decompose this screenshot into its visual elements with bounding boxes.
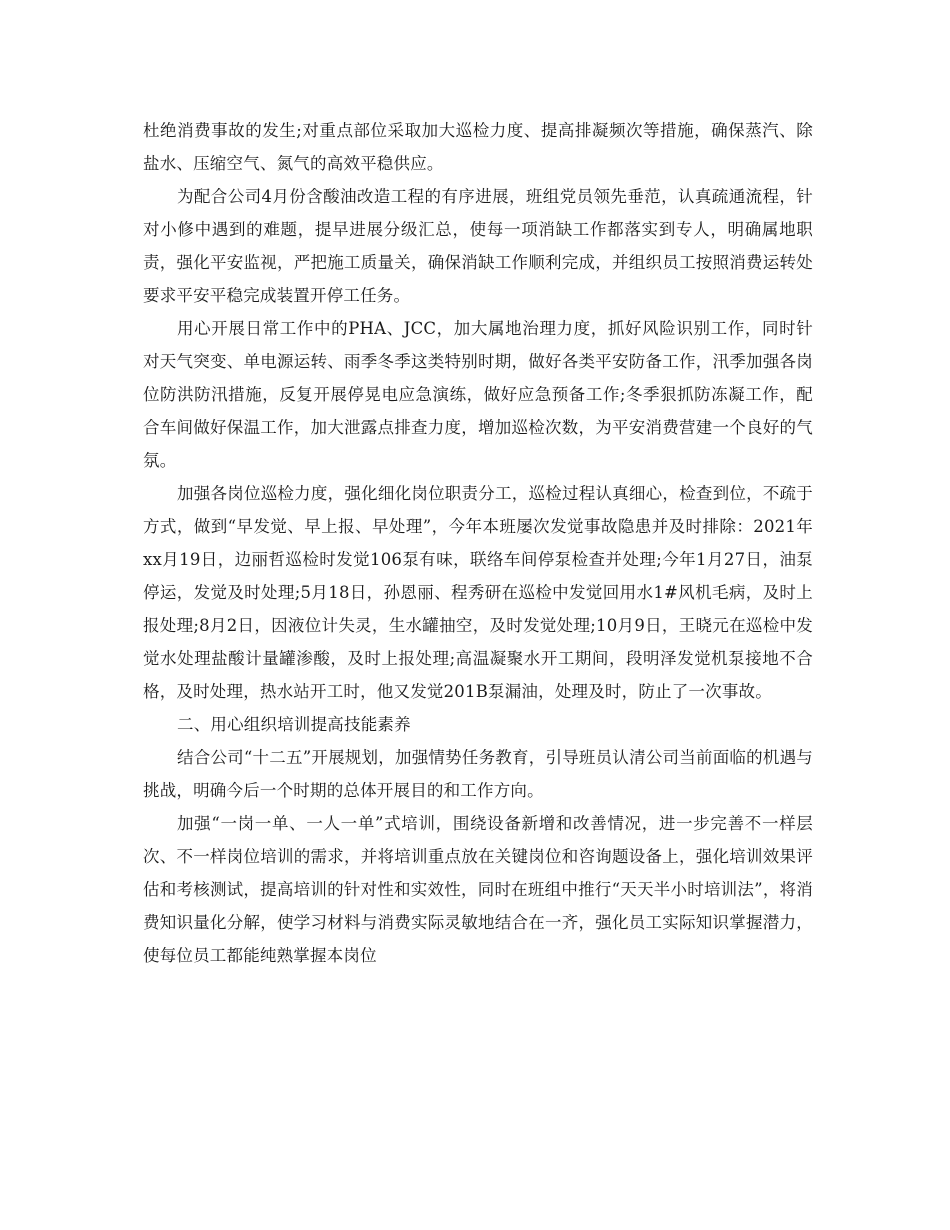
paragraph-4: 加强各岗位巡检力度，强化细化岗位职责分工，巡检过程认真细心，检查到位，不疏于方式，做到“早发觉、早上报、早处理”，今年本班屡次发觉事故隐患并及时排除：2021年xx月19日，边丽哲巡检时发觉106泵有味，联络车间停泵检查并处理;今年1月27日，油泵停运，发觉及时处理;5月18日，孙恩丽、程秀研在巡检中发觉回用水1#风机毛病，及时上报处理;8月2日，因液位计失灵，生水罐抽空，及时发觉处理;10月9日，王晓元在巡检中发觉水处理盐酸计量罐渗酸，及时上报处理;高温凝聚水开工期间，段明泽发觉机泵接地不合格，及时处理，热水站开工时，他又发觉201B泵漏油，处理及时，防止了一次事故。 [143,484,813,701]
document-body [143,114,813,972]
section-heading: 二、用心组织培训提高技能素养 [177,715,411,734]
paragraph-1: 杜绝消费事故的发生;对重点部位采取加大巡检力度、提高排凝频次等措施，确保蒸汽、除盐水、压缩空气、氮气的高效平稳供应。 [143,121,813,173]
paragraph-2: 为配合公司4月份含酸油改造工程的有序进展，班组党员领先垂范，认真疏通流程，针对小修中遇到的难题，提早进展分级汇总，使每一项消缺工作都落实到专人，明确属地职责，强化平安监视，严把施工质量关，确保消缺工作顺利完成，并组织员工按照消费运转处要求平安平稳完成装置开停工任务。 [143,187,813,305]
paragraph-3: 用心开展日常工作中的PHA、JCC，加大属地治理力度，抓好风险识别工作，同时针对天气突变、单电源运转、雨季冬季这类特别时期，做好各类平安防备工作，汛季加强各岗位防洪防汛措施，反复开展停晃电应急演练，做好应急预备工作;冬季狠抓防冻凝工作，配合车间做好保温工作，加大泄露点排查力度，增加巡检次数，为平安消费营建一个良好的气氛。 [143,319,813,470]
paragraph-6: 加强“一岗一单、一人一单”式培训，围绕设备新增和改善情况，进一步完善不一样层次、不一样岗位培训的需求，并将培训重点放在关键岗位和咨询题设备上，强化培训效果评估和考核测试，提高培训的针对性和实效性，同时在班组中推行“天天半小时培训法”，将消费知识量化分解，使学习材料与消费实际灵敏地结合在一齐，强化员工实际知识掌握潜力，使每位员工都能纯熟掌握本岗位 [143,814,813,965]
paragraph-5: 结合公司“十二五”开展规划，加强情势任务教育，引导班员认清公司当前面临的机遇与挑战，明确今后一个时期的总体开展目的和工作方向。 [143,748,813,800]
